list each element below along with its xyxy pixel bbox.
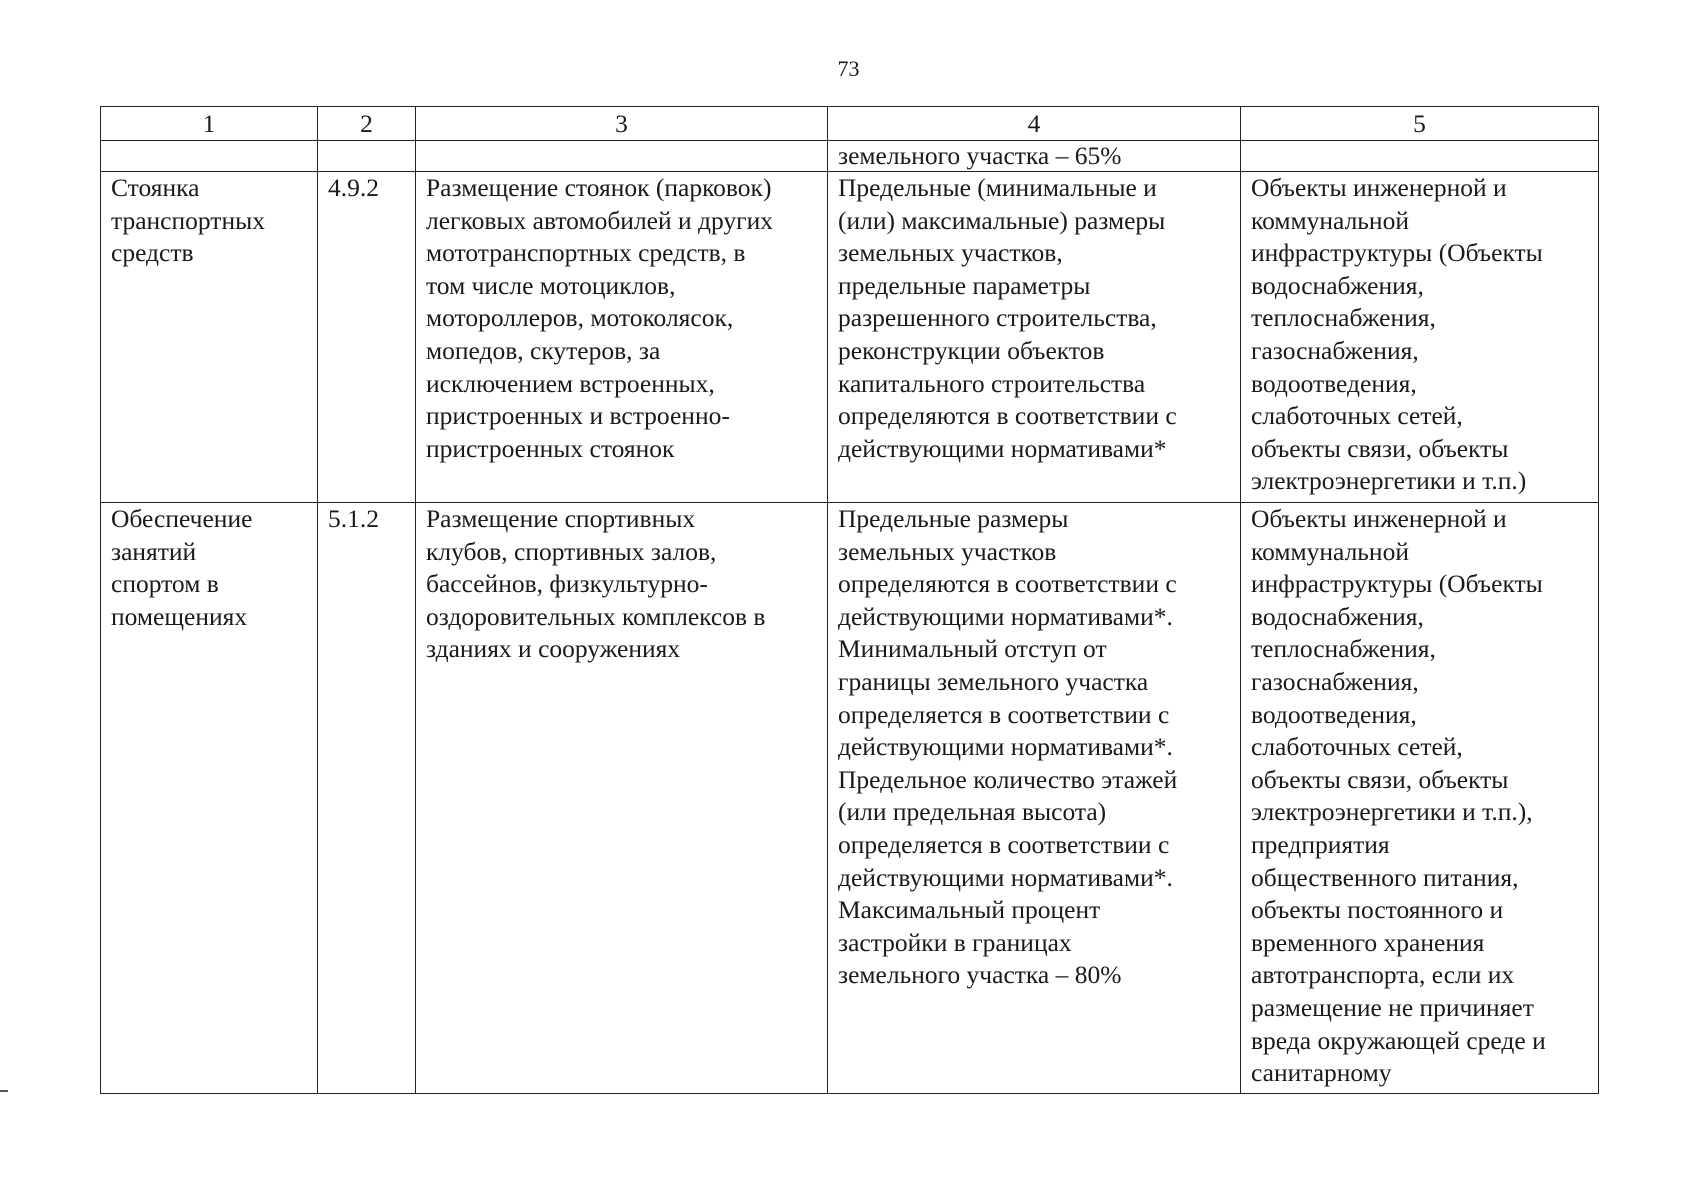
table-row	[101, 172, 1599, 503]
table-cell	[1241, 141, 1599, 172]
page-number: 73	[837, 56, 860, 81]
use-type-description: Размещение стоянок (парковок) легковых автомобилей и других мототранспортных средств, в том числе мотоциклов, мотороллеров, мотоколясок, мопедов, скутеров, за исключением встроенных, пристроенных и встроенно- пристроенных стоянок	[416, 172, 828, 503]
table-row	[101, 503, 1599, 1094]
continuation-row	[101, 141, 1599, 172]
use-type-code: 5.1.2	[318, 503, 416, 1094]
column-header: 3	[416, 107, 828, 141]
column-header: 4	[828, 107, 1241, 141]
use-type-name: Обеспечение занятий спортом в помещениях	[101, 503, 318, 1094]
margin-mark	[0, 1090, 8, 1092]
use-type-code: 4.9.2	[318, 172, 416, 503]
use-type-auxiliary: Объекты инженерной и коммунальной инфраструктуры (Объекты водоснабжения, теплоснабжения, газоснабжения, водоотведения, слаботочных сетей, объекты связи, объекты электроэнергетики и т.п.), предприятия общественного питания, объекты постоянного и временного хранения автотранспорта, если их размещение не причиняет вреда окружающей среде и санитарному	[1241, 503, 1599, 1094]
table-cell	[416, 141, 828, 172]
table-header-row	[101, 107, 1599, 141]
table-cell: земельного участка – 65%	[828, 141, 1241, 172]
table-cell	[101, 141, 318, 172]
land-use-table	[100, 106, 1599, 1094]
use-type-parameters: Предельные (минимальные и (или) максимальные) размеры земельных участков, предельные параметры разрешенного строительства, реконструкции объектов капитального строительства определяются в соответствии с действующими нормативами*	[828, 172, 1241, 503]
use-type-parameters: Предельные размеры земельных участков определяются в соответствии с действующими нормативами*. Минимальный отступ от границы земельного участка определяется в соответствии с действующими нормативами*. Предельное количество этажей (или предельная высота) определяется в соответствии с действующими нормативами*. Максимальный процент застройки в границах земельного участка – 80%	[828, 503, 1241, 1094]
use-type-description: Размещение спортивных клубов, спортивных залов, бассейнов, физкультурно- оздоровительных комплексов в зданиях и сооружениях	[416, 503, 828, 1094]
table-cell	[318, 141, 416, 172]
use-type-auxiliary: Объекты инженерной и коммунальной инфраструктуры (Объекты водоснабжения, теплоснабжения, газоснабжения, водоотведения, слаботочных сетей, объекты связи, объекты электроэнергетики и т.п.)	[1241, 172, 1599, 503]
use-type-name: Стоянка транспортных средств	[101, 172, 318, 503]
column-header: 1	[101, 107, 318, 141]
column-header: 5	[1241, 107, 1599, 141]
column-header: 2	[318, 107, 416, 141]
